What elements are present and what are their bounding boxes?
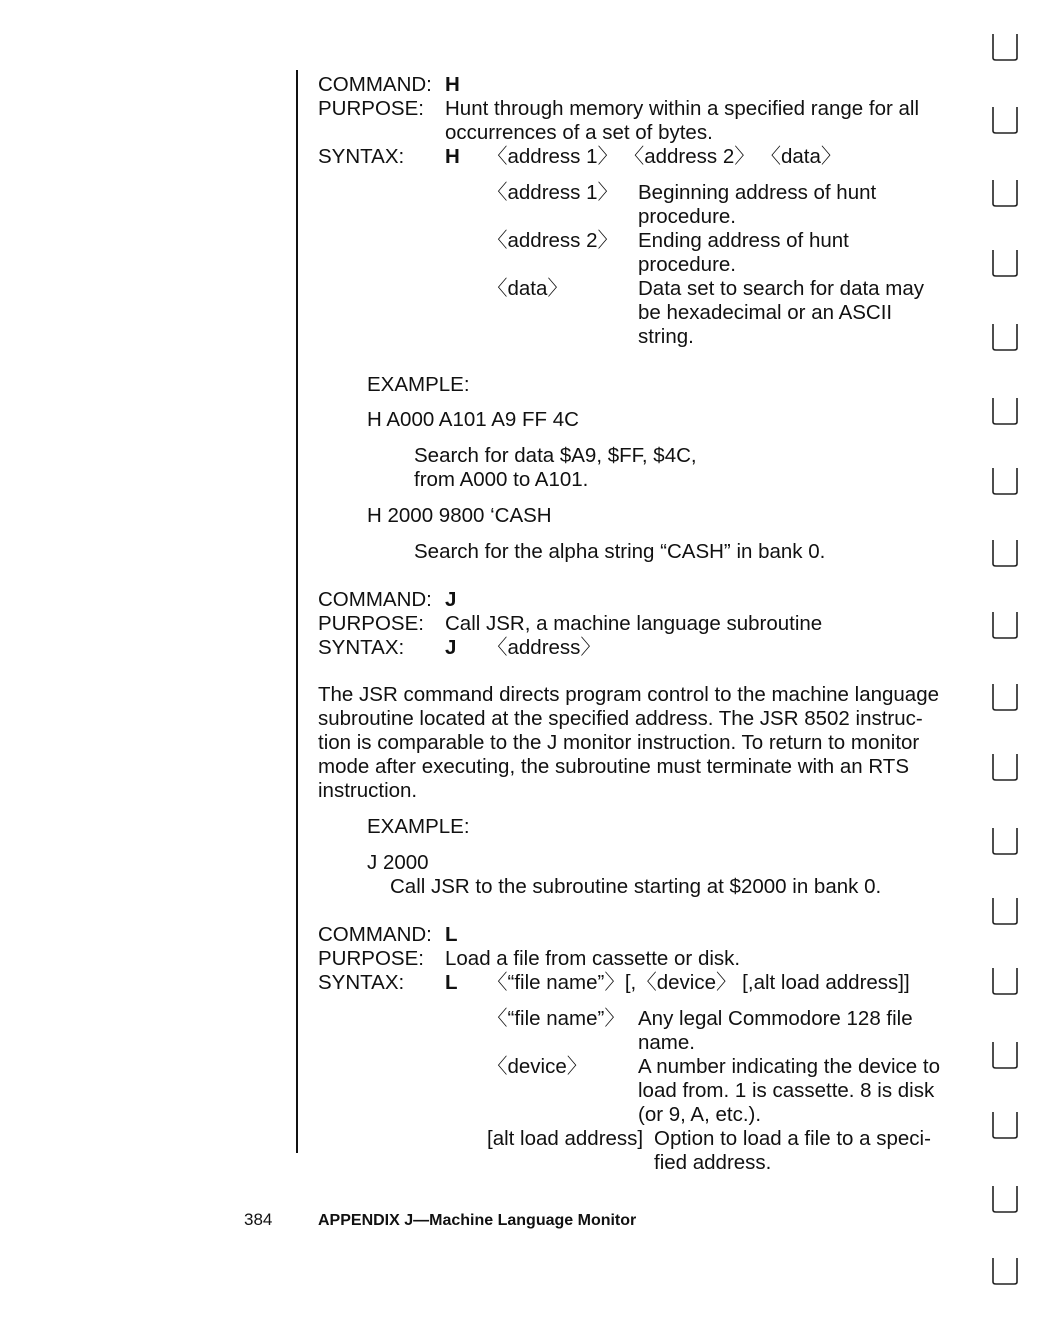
command-j-label: COMMAND: [318,588,432,611]
param-l-desc: A number indicating the device to [638,1055,940,1078]
param-h-name: 〈address 1〉 [487,181,619,204]
example-j-label: EXAMPLE: [367,815,470,838]
binding-punch-mark [990,32,1020,62]
command-l-letter: L [445,923,458,946]
syntax-l-args: 〈“file name”〉[,〈device〉 [,alt load address]] [487,971,910,994]
param-l-desc: name. [638,1031,695,1054]
example-j-desc: Call JSR to the subroutine starting at $2000 in bank 0. [390,875,882,898]
command-h-letter: H [445,73,460,96]
command-h-label: COMMAND: [318,73,432,96]
syntax-j-letter: J [445,636,457,659]
param-l-name: 〈device〉 [487,1055,588,1078]
binding-punch-mark [990,178,1020,208]
syntax-j-label: SYNTAX: [318,636,405,659]
syntax-l-label: SYNTAX: [318,971,405,994]
example-j: J 2000 [367,851,429,874]
syntax-h-args: 〈address 1〉 〈address 2〉 〈data〉 [487,145,842,168]
purpose-l-text: Load a file from cassette or disk. [445,947,741,970]
binding-punch-mark [990,826,1020,856]
param-l-alt-desc: fied address. [654,1151,772,1174]
body-j-line: mode after executing, the subroutine must terminate with an RTS [318,755,910,778]
param-h-desc: Beginning address of hunt [638,181,877,204]
param-l-name: 〈“file name”〉 [487,1007,625,1030]
syntax-l-letter: L [445,971,458,994]
binding-punch-mark [990,248,1020,278]
binding-punch-mark [990,1110,1020,1140]
example-h-1: H A000 A101 A9 FF 4C [367,408,579,431]
command-l-label: COMMAND: [318,923,432,946]
purpose-h-line2: occurrences of a set of bytes. [445,121,713,144]
page-number: 384 [244,1210,273,1229]
binding-punch-mark [990,610,1020,640]
param-h-name: 〈address 2〉 [487,229,619,252]
binding-punch-mark [990,1184,1020,1214]
syntax-h-label: SYNTAX: [318,145,405,168]
param-h-name: 〈data〉 [487,277,568,300]
param-l-desc: Any legal Commodore 128 file [638,1007,913,1030]
body-j-line: subroutine located at the specified address. The JSR 8502 instruc- [318,707,923,730]
example-h-2: H 2000 9800 ‘CASH [367,504,552,527]
page-footer: APPENDIX J—Machine Language Monitor [318,1212,637,1229]
param-l-alt-name: [alt load address] [487,1127,644,1150]
param-h-desc: string. [638,325,694,348]
body-j-line: The JSR command directs program control to the machine language [318,683,940,706]
param-l-desc: (or 9, A, etc.). [638,1103,762,1126]
margin-rule [296,70,298,1153]
param-h-desc: be hexadecimal or an ASCII [638,301,893,324]
purpose-j-text: Call JSR, a machine language subroutine [445,612,823,635]
binding-punch-mark [990,322,1020,352]
syntax-j-args: 〈address〉 [487,636,601,659]
body-j-line: tion is comparable to the J monitor instruction. To return to monitor [318,731,920,754]
binding-punch-mark [990,538,1020,568]
param-h-desc: Ending address of hunt [638,229,849,252]
binding-punch-mark [990,1040,1020,1070]
param-h-desc: procedure. [638,205,737,228]
purpose-h-label: PURPOSE: [318,97,424,120]
binding-punch-mark [990,966,1020,996]
syntax-h-letter: H [445,145,460,168]
example-h-1-desc: Search for data $A9, $FF, $4C, [414,444,697,467]
example-h-label: EXAMPLE: [367,373,470,396]
purpose-l-label: PURPOSE: [318,947,424,970]
binding-punch-mark [990,1256,1020,1286]
param-h-desc: procedure. [638,253,737,276]
command-j-letter: J [445,588,457,611]
param-l-alt-desc: Option to load a file to a speci- [654,1127,931,1150]
purpose-h-line1: Hunt through memory within a specified range for all [445,97,920,120]
purpose-j-label: PURPOSE: [318,612,424,635]
param-h-desc: Data set to search for data may [638,277,924,300]
param-l-desc: load from. 1 is cassette. 8 is disk [638,1079,935,1102]
example-h-1-desc: from A000 to A101. [414,468,589,491]
binding-punch-mark [990,682,1020,712]
binding-punch-mark [990,466,1020,496]
binding-punch-mark [990,896,1020,926]
binding-punch-mark [990,105,1020,135]
body-j-line: instruction. [318,779,418,802]
binding-punch-mark [990,396,1020,426]
example-h-2-desc: Search for the alpha string “CASH” in bank 0. [414,540,826,563]
binding-punch-mark [990,752,1020,782]
